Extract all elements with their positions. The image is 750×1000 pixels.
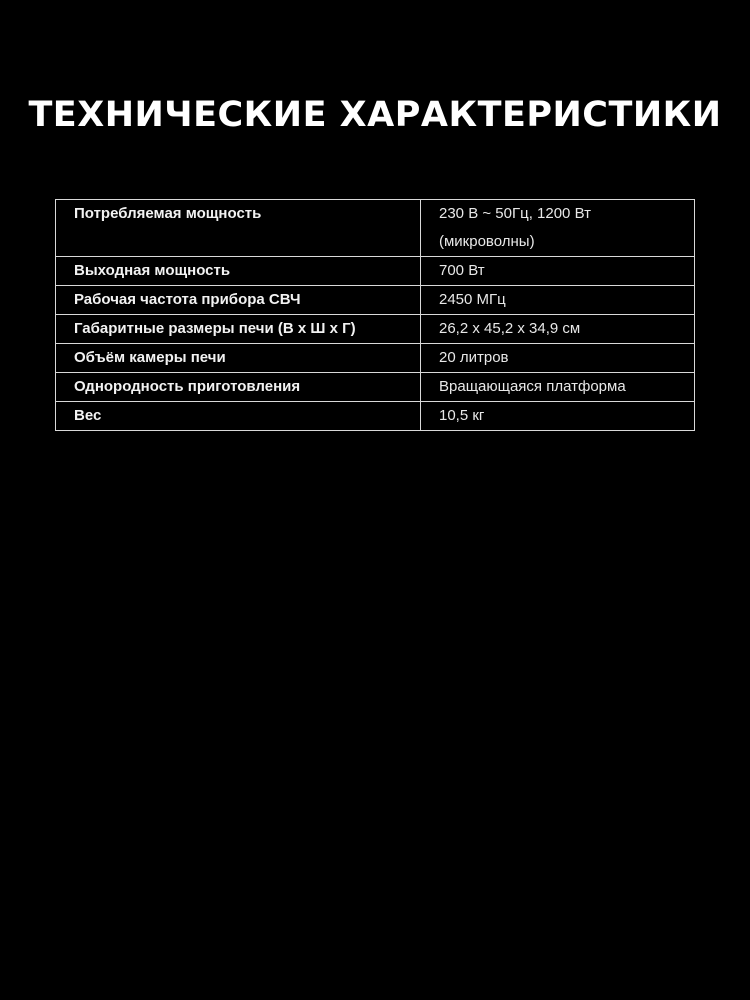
table-row bbox=[56, 200, 695, 257]
table-row bbox=[56, 373, 695, 402]
spec-value: 700 Вт bbox=[421, 257, 695, 286]
spec-table bbox=[55, 199, 695, 431]
spec-name: Вес bbox=[56, 402, 421, 431]
spec-name: Однородность приготовления bbox=[56, 373, 421, 402]
table-row bbox=[56, 257, 695, 286]
spec-value: Вращающаяся платформа bbox=[421, 373, 695, 402]
spec-name: Выходная мощность bbox=[56, 257, 421, 286]
table-row bbox=[56, 402, 695, 431]
table-row bbox=[56, 344, 695, 373]
spec-name: Габаритные размеры печи (В х Ш х Г) bbox=[56, 315, 421, 344]
spec-value: 2450 МГц bbox=[421, 286, 695, 315]
table-row bbox=[56, 315, 695, 344]
spec-value: 10,5 кг bbox=[421, 402, 695, 431]
spec-name: Рабочая частота прибора СВЧ bbox=[56, 286, 421, 315]
spec-value: 20 литров bbox=[421, 344, 695, 373]
spec-name: Потребляемая мощность bbox=[56, 200, 421, 257]
spec-name: Объём камеры печи bbox=[56, 344, 421, 373]
table-row bbox=[56, 286, 695, 315]
spec-value: 230 В ~ 50Гц, 1200 Вт (микроволны) bbox=[421, 200, 695, 257]
spec-value: 26,2 х 45,2 х 34,9 см bbox=[421, 315, 695, 344]
page-title: ТЕХНИЧЕСКИЕ ХАРАКТЕРИСТИКИ bbox=[28, 95, 722, 135]
